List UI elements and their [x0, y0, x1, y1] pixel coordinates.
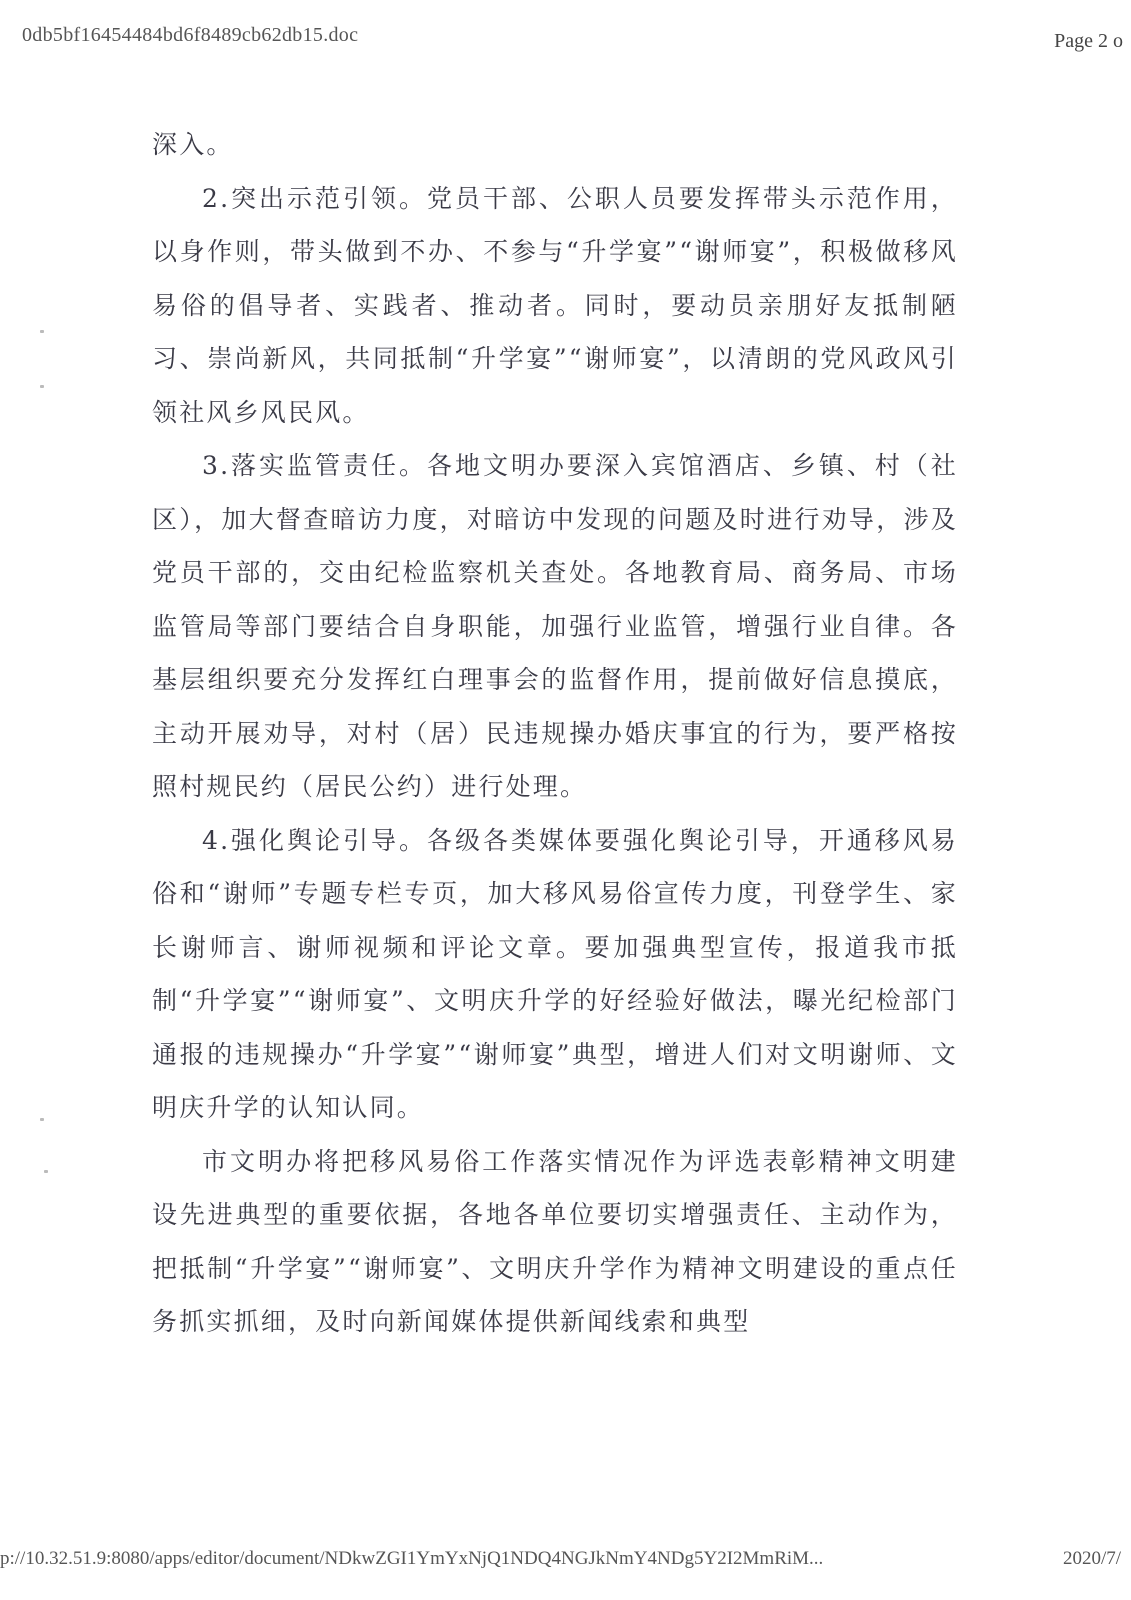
paragraph-public-opinion: 4.强化舆论引导。各级各类媒体要强化舆论引导，开通移风易俗和“谢师”专题专栏专页，加大移风易俗宣传力度，刊登学生、家长谢师言、谢师视频和评论文章。要加强典型宣传，报道我市抵制“升学宴”“谢师宴”、文明庆升学的好经验好做法，曝光纪检部门通报的违规操办“升学宴”“谢师宴”典型，增进人们对文明谢师、文明庆升学的认知认同。 [152, 825, 958, 1122]
paragraph-demonstration: 2.突出示范引领。党员干部、公职人员要发挥带头示范作用，以身作则，带头做到不办、不参与“升学宴”“谢师宴”，积极做移风易俗的倡导者、实践者、推动者。同时，要动员亲朋好友抵制陋习、崇尚新风，共同抵制“升学宴”“谢师宴”，以清朗的党风政风引领社风乡风民风。 [152, 183, 958, 427]
print-date: 2020/7/ [1062, 1548, 1121, 1569]
document-filename: 0db5bf16454484bd6f8489cb62db15.doc [22, 24, 359, 46]
paragraph-closing: 市文明办将把移风易俗工作落实情况作为评选表彰精神文明建设先进典型的重要依据，各地各单位要切实增强责任、主动作为，把抵制“升学宴”“谢师宴”、文明庆升学作为精神文明建设的重点任务抓实抓细，及时向新闻媒体提供新闻线索和典型 [152, 1146, 958, 1336]
page-number: Page 2 o [1054, 30, 1123, 52]
document-body [152, 118, 958, 1349]
document-url: p://10.32.51.9:8080/apps/editor/document/NDkwZGI1YmYxNjQ1NDQ4NGJkNmY4NDg5Y2I2MmRiM... [0, 1548, 824, 1569]
paragraph-supervision: 3.落实监管责任。各地文明办要深入宾馆酒店、乡镇、村（社区），加大督查暗访力度，对暗访中发现的问题及时进行劝导，涉及党员干部的，交由纪检监察机关查处。各地教育局、商务局、市场监管局等部门要结合自身职能，加强行业监管，增强行业自律。各基层组织要充分发挥红白理事会的监督作用，提前做好信息摸底，主动开展劝导，对村（居）民违规操办婚庆事宜的行为，要严格按照村规民约（居民公约）进行处理。 [152, 451, 958, 801]
paragraph-continuation: 深入。 [152, 130, 234, 159]
